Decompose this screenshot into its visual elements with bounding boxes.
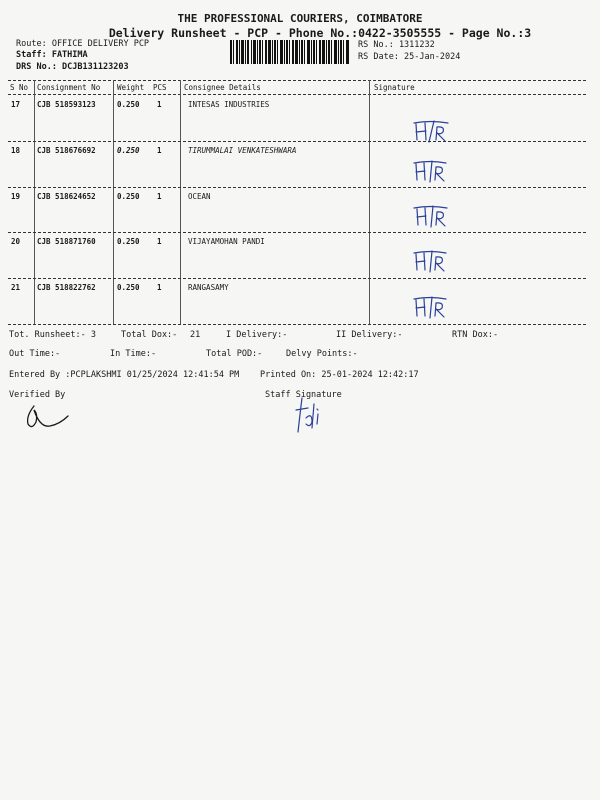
- drs-number: DRS No.: DCJB131123203: [16, 62, 129, 72]
- row-pcs: 1: [157, 146, 162, 155]
- out-time: Out Time:-: [9, 349, 61, 359]
- row-consignee: INTESAS INDUSTRIES: [188, 100, 270, 109]
- row-consignee: RANGASAMY: [188, 283, 229, 292]
- row-separator: [8, 187, 586, 188]
- row-weight: 0.250: [117, 283, 140, 292]
- column-divider: [34, 80, 35, 324]
- row-consignment: CJB 518593123: [37, 100, 96, 109]
- total-dox-label: Total Dox:-: [121, 330, 178, 340]
- row-sno: 20: [11, 237, 21, 246]
- row-consignee: VIJAYAMOHAN PANDI: [188, 237, 265, 246]
- total-dox-value: 21: [190, 330, 201, 340]
- row-consignment: CJB 518822762: [37, 283, 96, 292]
- row-sno: 19: [11, 192, 21, 201]
- runsheet-title: Delivery Runsheet - PCP - Phone No.:0422-3505555 - Page No.:3: [108, 26, 532, 40]
- row-consignee: TIRUMMALAI VENKATESHWARA: [188, 146, 297, 155]
- column-divider: [180, 80, 181, 324]
- row-pcs: 1: [157, 283, 162, 292]
- col-header-consignment: Consignment No: [37, 83, 101, 92]
- handwritten-hr-signature: [412, 203, 452, 229]
- row-pcs: 1: [157, 237, 162, 246]
- row-consignee: OCEAN: [188, 192, 211, 201]
- row-separator: [8, 141, 586, 142]
- route-label: Route: OFFICE DELIVERY PCP: [16, 39, 150, 49]
- table-bottom-rule: [8, 324, 586, 325]
- row-weight: 0.250: [117, 100, 140, 109]
- rtn-dox: RTN Dox:-: [452, 330, 499, 340]
- row-consignment: CJB 518676692: [37, 146, 96, 155]
- row-weight: 0.250: [117, 192, 140, 201]
- col-header-pcs: PCS: [153, 83, 167, 92]
- staff-label: Staff: FATHIMA: [16, 50, 88, 60]
- row-separator: [8, 232, 586, 233]
- row-sno: 21: [11, 283, 21, 292]
- row-consignment: CJB 518624652: [37, 192, 96, 201]
- row-consignment: CJB 518871760: [37, 237, 96, 246]
- company-title: THE PROFESSIONAL COURIERS, COIMBATORE: [177, 12, 423, 25]
- row-sno: 17: [11, 100, 21, 109]
- col-header-sno: S No: [10, 83, 29, 92]
- col-header-weight: Weight: [117, 83, 145, 92]
- row-weight: 0.250: [117, 237, 140, 246]
- printed-on: Printed On: 25-01-2024 12:42:17: [260, 370, 419, 380]
- table-header-rule: [8, 94, 586, 95]
- row-weight: 0.250: [117, 146, 140, 155]
- rs-date: RS Date: 25-Jan-2024: [358, 52, 461, 62]
- delvy-points: Delvy Points:-: [286, 349, 358, 359]
- row-sno: 18: [11, 146, 21, 155]
- handwritten-hr-signature: [412, 248, 452, 274]
- rs-number: RS No.: 1311232: [358, 40, 435, 50]
- col-header-consignee: Consignee Details: [184, 83, 261, 92]
- entered-by: Entered By :PCPLAKSHMI 01/25/2024 12:41:54 PM: [9, 370, 240, 380]
- i-delivery: I Delivery:-: [226, 330, 288, 340]
- staff-signature-label: Staff Signature: [265, 390, 342, 400]
- row-pcs: 1: [157, 100, 162, 109]
- in-time: In Time:-: [110, 349, 157, 359]
- column-divider: [113, 80, 114, 324]
- barcode-image: [230, 40, 350, 64]
- handwritten-hr-signature: [412, 158, 452, 184]
- staff-handwritten-signature: [292, 394, 326, 436]
- tot-runsheet: Tot. Runsheet:- 3: [9, 330, 96, 340]
- ii-delivery: II Delivery:-: [336, 330, 403, 340]
- row-separator: [8, 278, 586, 279]
- row-pcs: 1: [157, 192, 162, 201]
- col-header-signature: Signature: [374, 83, 415, 92]
- handwritten-hr-signature: [412, 294, 452, 320]
- column-divider: [369, 80, 370, 324]
- verified-by-label: Verified By: [9, 390, 66, 400]
- table-top-rule: [8, 80, 586, 81]
- verifier-signature: [20, 402, 72, 432]
- total-pod: Total POD:-: [206, 349, 263, 359]
